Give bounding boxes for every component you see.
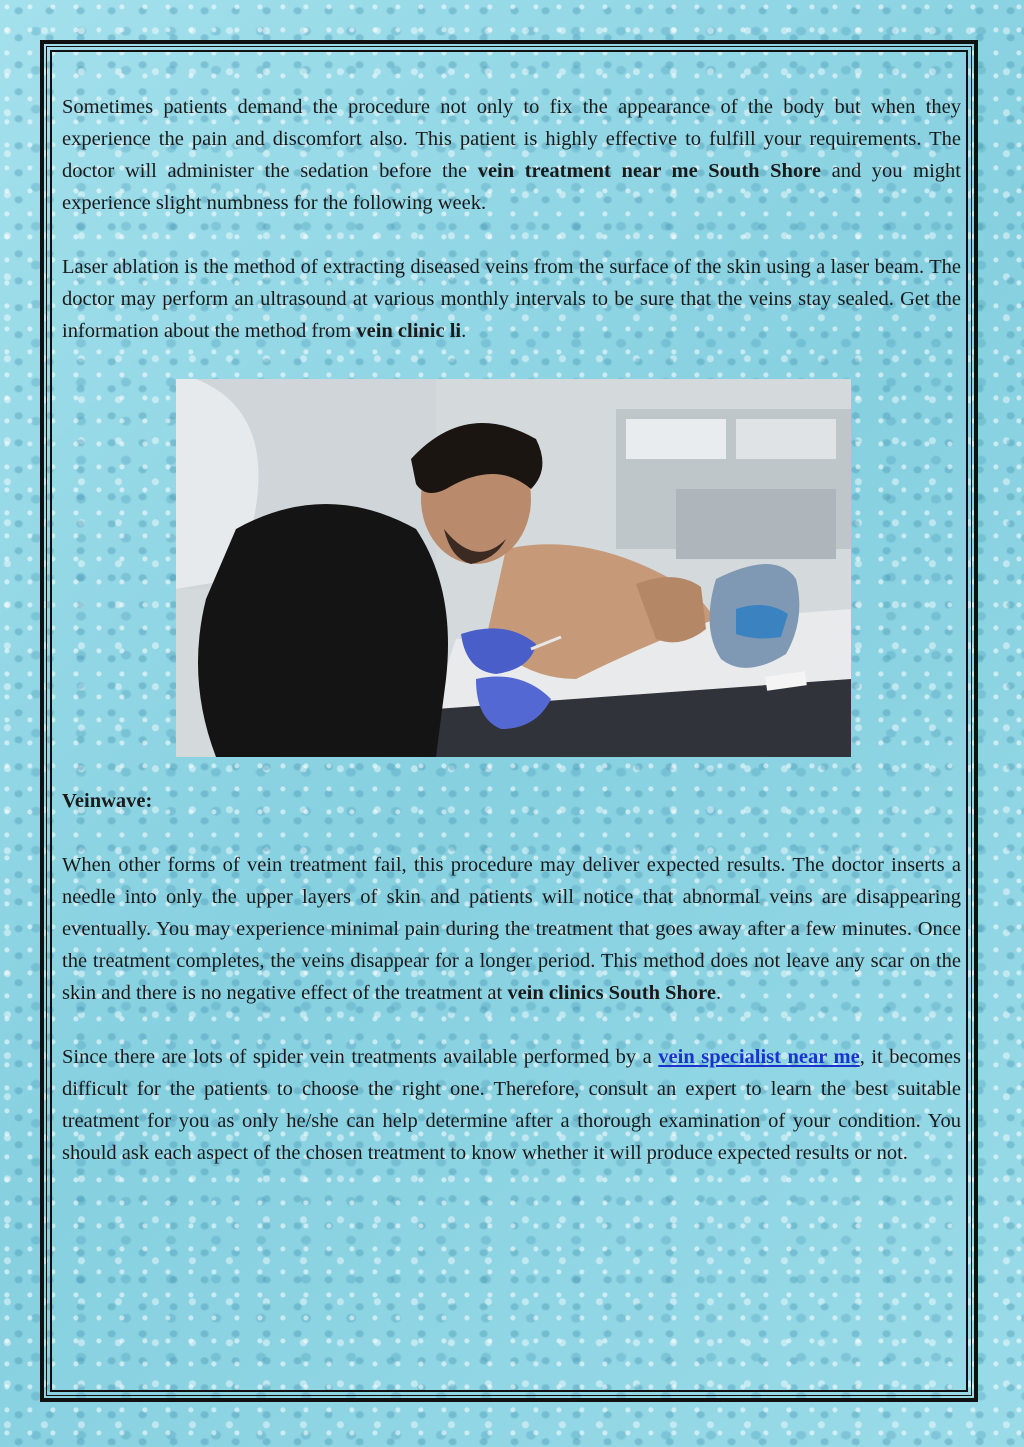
paragraph-laser-ablation: [62, 251, 961, 347]
doctor-treatment-photo: [176, 379, 851, 757]
paragraph-spider-vein: [62, 1041, 961, 1169]
paragraph-text: and you might experience slight numbness for the following week.: [62, 160, 961, 214]
keyword-vein-treatment-south-shore: vein treatment near me South Shore: [477, 160, 822, 182]
photo-illustration: [176, 379, 851, 757]
paragraph-text: .: [461, 320, 467, 342]
paragraph-text: Since there are lots of spider vein treatments available performed by a: [62, 1046, 659, 1068]
paragraph-text: When other forms of vein treatment fail, this procedure may deliver expected results. The doctor inserts a needle into only the upper layers of skin and patients will notice that abnormal veins are disappearing eventually. You may experience minimal pain during the treatment that goes away after a few minutes. Once the treatment completes, the veins disappear for a longer period. This method does not leave any scar on the skin and there is no negative effect of the treatment at: [62, 854, 961, 1004]
document-body: [62, 91, 961, 1201]
section-heading-veinwave: Veinwave:: [62, 790, 153, 812]
keyword-vein-clinics-south-shore: vein clinics South Shore: [507, 982, 716, 1004]
paragraph-text: Laser ablation is the method of extracting diseased veins from the surface of the skin using a laser beam. The doctor may perform an ultrasound at various monthly intervals to be sure that the veins stay sealed. Get the information about the method from: [62, 256, 961, 342]
keyword-vein-clinic-li: vein clinic li: [356, 320, 462, 342]
paragraph-veinwave: [62, 849, 961, 1009]
vein-specialist-link[interactable]: vein specialist near me: [658, 1046, 860, 1068]
paragraph-sedation: [62, 91, 961, 219]
paragraph-text: Sometimes patients demand the procedure not only to fix the appearance of the body but when they experience the pain and discomfort also. This patient is highly effective to fulfill your requirements. The doctor will administer the sedation before the: [62, 96, 961, 182]
paragraph-text: , it becomes difficult for the patients to choose the right one. Therefore, consult an expert to learn the best suitable treatment for you as only he/she can help determine after a thorough examination of your condition. You should ask each aspect of the chosen treatment to know whether it will produce expected results or not.: [62, 1046, 961, 1164]
paragraph-text: .: [715, 982, 722, 1004]
